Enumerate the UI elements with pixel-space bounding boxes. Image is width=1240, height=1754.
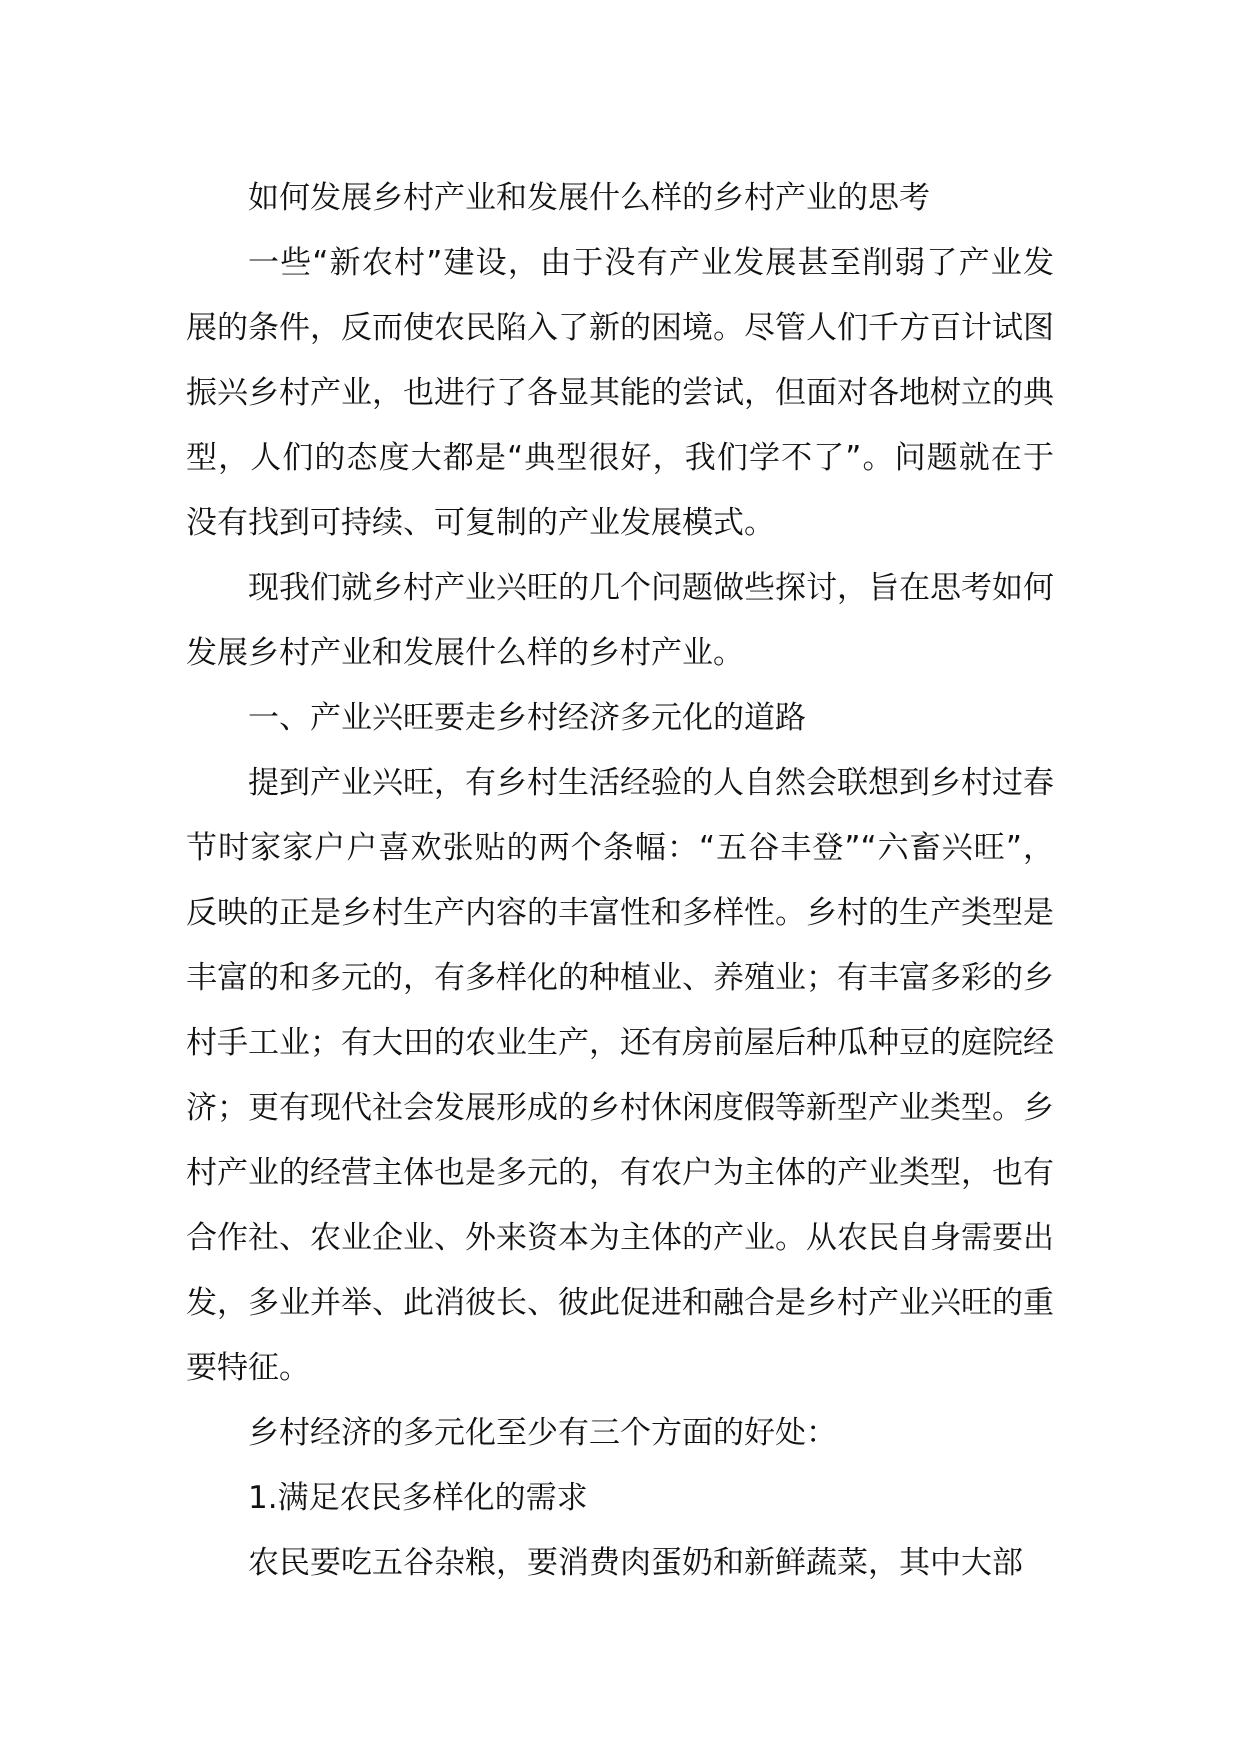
paragraph: 一些“新农村”建设，由于没有产业发展甚至削弱了产业发展的条件，反而使农民陷入了新的困境。尽管人们千方百计试图振兴乡村产业，也进行了各显其能的尝试，但面对各地树立的典型，人们的态度大都是“典型很好，我们学不了”。问题就在于没有找到可持续、可复制的产业发展模式。 [186,245,1054,541]
paragraph: 农民要吃五谷杂粮，要消费肉蛋奶和新鲜蔬菜，其中大部 [248,1545,1023,1581]
document-page [186,166,1054,1596]
section-heading: 一、产业兴旺要走乡村经济多元化的道路 [248,700,806,736]
subsection-heading: 1.满足农民多样化的需求 [248,1480,588,1516]
paragraph: 乡村经济的多元化至少有三个方面的好处： [248,1415,837,1451]
paragraph: 提到产业兴旺，有乡村生活经验的人自然会联想到乡村过春节时家家户户喜欢张贴的两个条幅：“五谷丰登”“六畜兴旺”，反映的正是乡村生产内容的丰富性和多样性。乡村的生产类型是丰富的和多元的，有多样化的种植业、养殖业；有丰富多彩的乡村手工业；有大田的农业生产，还有房前屋后种瓜种豆的庭院经济；更有现代社会发展形成的乡村休闲度假等新型产业类型。乡村产业的经营主体也是多元的，有农户为主体的产业类型，也有合作社、农业企业、外来资本为主体的产业。从农民自身需要出发，多业并举、此消彼长、彼此促进和融合是乡村产业兴旺的重要特征。 [186,765,1054,1386]
document-title: 如何发展乡村产业和发展什么样的乡村产业的思考 [248,180,930,216]
paragraph: 现我们就乡村产业兴旺的几个问题做些探讨，旨在思考如何发展乡村产业和发展什么样的乡村产业。 [186,570,1054,671]
